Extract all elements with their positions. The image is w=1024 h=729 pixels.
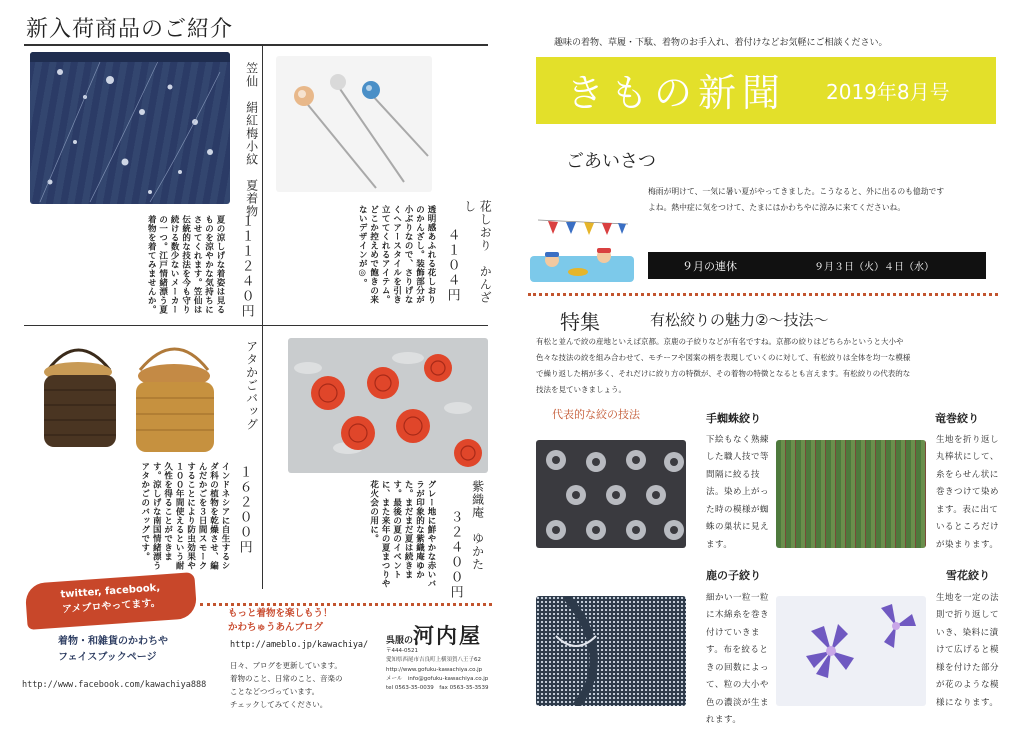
blog-title: もっと着物を楽しもう！ かわちゅうあんブログ: [228, 608, 333, 634]
technique-name-sekka: 雪花絞り: [946, 569, 990, 582]
kanoko-shibori-image: [536, 596, 686, 706]
basket-bag-image: [30, 330, 228, 455]
newspaper-title: きもの新聞: [566, 71, 787, 115]
grid-vertical-line: [262, 44, 263, 589]
feature-text: 有松と並んで絞の産地といえば京都。京鹿の子絞りなどが有名ですね。京都の絞りはどちらかというと大小や 色々な技法の絞を組み合わせて、モチーフや図案の柄を表現していくのに対して、有松絞りは全体を均一な模様 で繰り返した柄が多く、それだけに絞り方の特徴が、その着物の特徴となるとも言えます。有松絞りの代表的な 技法を見ていきましょう。: [536, 337, 911, 395]
product-price-kimono: １１１２４０円: [238, 214, 254, 319]
techniques-heading: 代表的な絞の技法: [552, 408, 640, 421]
product-name-yukata: 紫織庵 ゆかた: [470, 480, 485, 571]
right-dotted-divider: [528, 293, 998, 296]
technique-name-tatsumaki: 竜巻絞り: [935, 412, 979, 425]
tatsumaki-shibori-image: [776, 440, 926, 548]
blog-description: 日々、ブログを更新しています。 着物のこと、日常のこと、音楽の ことなどつづっています。 チェックしてみてください。: [230, 661, 343, 710]
kimono-fabric-image: [30, 52, 230, 204]
left-dotted-divider: [200, 603, 492, 606]
shop-logo: [386, 620, 482, 650]
sns-banner[interactable]: twitter, facebook, アメブロやってます。: [25, 572, 198, 630]
product-name-kanzashi: 花しおり かんざし: [462, 200, 493, 304]
technique-desc-kanoko: 細かい一粒一粒に木綿糸を巻き付けていきます。布を絞るときの回数によって、粒の大小や色の濃淡が生まれます。: [706, 593, 770, 725]
product-desc-yukata: グレー地に鮮やかな赤いバラが印象的な紫織庵ゆかた。まだまだ夏は続きます。最後の夏のイベントに、また来年の夏まつりや花火会の用に。: [368, 480, 436, 588]
blog-url-link[interactable]: http://ameblo.jp/kawachiya/: [230, 640, 369, 650]
product-desc-bag: インドネシアに自生するシダ科の植物を乾燥させ、編んだかごを３日間スモークすることにより防虫効果や１００年間使えるという耐久性を得ることができます。涼しげな南国情緒漂うアタかごのバッグです。: [139, 462, 230, 570]
greeting-heading: ごあいさつ: [566, 151, 656, 172]
technique-name-tekumo: 手蜘蛛絞り: [706, 412, 761, 425]
product-price-kanzashi: ４１０４円: [444, 228, 460, 303]
product-desc-kanzashi: 透明感あふれる花しおりのかんざし。装飾部分が小ぶりなので、さりげなくヘアースタイルを引き立ててくれるアイテム。どこか控えめで飽きの来ないデザインが◎。: [357, 205, 436, 304]
pool-illustration: [528, 210, 638, 288]
facebook-page-title: 着物・和雑貨のかわちや フェイスブックページ: [58, 636, 168, 663]
holiday-dates: ９月３日（火）４日（水）: [814, 262, 934, 273]
technique-name-kanoko: 鹿の子絞り: [706, 569, 761, 582]
facebook-url-link[interactable]: http://www.facebook.com/kawachiya888: [22, 680, 207, 690]
technique-desc-sekka: 生地を一定の法則で折り返していき、染料に漬けて広げると模様を付けた部分が花のような模様になります。: [936, 593, 1000, 708]
technique-desc-tatsumaki: 生地を折り返し丸棒状にして、糸をらせん状に巻きつけて染めます。表に出ているところだけが染まります。: [936, 435, 1000, 550]
tekumo-shibori-image: [536, 440, 686, 548]
shop-contact-info: 〒444-0521 愛知県西尾市吉良町上横須賀八王子62 http://www.gofuku-kawachiya.co.jp メール info@gofuku-kawachiya.co.jp tel 0563-35-0039 fax 0563-35-3539: [386, 648, 489, 692]
product-desc-kimono: 夏の涼しげな着姿は見るものを涼やかな気持ちにさせてくれます。笠仙は伝統的な技法を今も守り続ける数少ないメーカーの一つ。江戸情緒漂う夏着物を着てみませんか。: [146, 215, 225, 314]
holiday-label: ９月の連休: [682, 260, 737, 273]
shop-logo-name: 河内屋: [413, 623, 483, 648]
shop-logo-prefix: 呉服の: [386, 636, 414, 646]
technique-desc-tekumo: 下絵もなく熟練した職人技で等間隔に絞る技法。染め上がった時の模様が蜘蛛の巣状に見えます。: [706, 435, 770, 550]
product-price-bag: １６２００円: [236, 465, 252, 555]
kanzashi-image: [276, 56, 432, 192]
issue-date: 2019年8月号: [826, 80, 950, 104]
greeting-text: 梅雨が明けて、一気に暑い夏がやってきました。こうなると、外に出るのも億劫です よね。熱中症に気をつけて、たまにはかわちやに涼みに来てくださいね。: [648, 187, 945, 213]
sekka-shibori-image: [776, 596, 926, 706]
feature-title: 有松絞りの魅力②〜技法〜: [650, 311, 829, 329]
tagline: 趣味の着物、草履・下駄、着物のお手入れ、着付けなどお気軽にご相談ください。: [554, 38, 888, 48]
heading-rule: [24, 44, 488, 46]
grid-horizontal-line: [24, 325, 488, 326]
feature-label: 特集: [560, 310, 600, 334]
product-name-kimono: 笠仙 絹紅梅小紋 夏着物: [244, 62, 259, 218]
left-page-heading: 新入荷商品のご紹介: [26, 17, 234, 42]
yukata-image: [288, 338, 488, 473]
product-name-bag: アタかごバッグ: [244, 340, 259, 431]
product-price-yukata: ３２４００円: [447, 510, 463, 600]
